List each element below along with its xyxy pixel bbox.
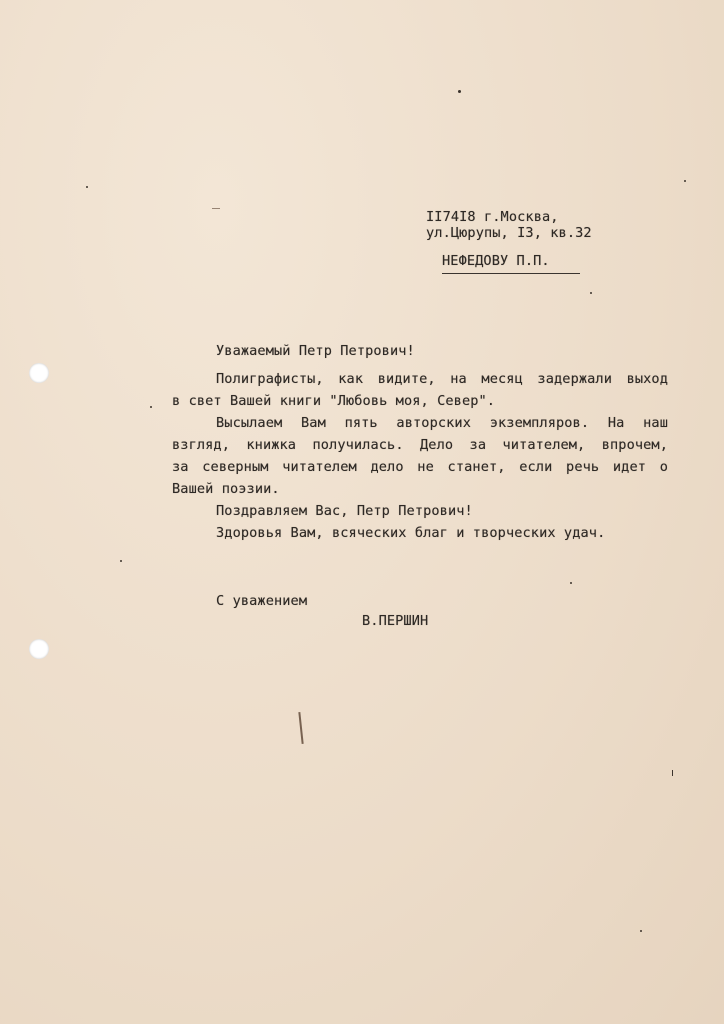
paper-speck: [640, 930, 642, 932]
paper-fiber-mark: [212, 208, 220, 209]
paragraph-2-line-2: взгляд, книжка получилась. Дело за читателем, впрочем,: [172, 437, 668, 453]
paragraph-1-line-2: в свет Вашей книги "Любовь моя, Север".: [172, 393, 496, 409]
paper-speck: [150, 406, 152, 408]
paper-speck: [684, 180, 686, 182]
paragraph-3: Поздравляем Вас, Петр Петрович!: [216, 503, 473, 519]
paper-speck: [458, 90, 461, 93]
address-line-2: ул.Цюрупы, I3, кв.32: [426, 225, 592, 241]
paper-fiber-mark: [298, 712, 303, 744]
paragraph-2-line-4: Вашей поэзии.: [172, 481, 280, 497]
paper-speck: [672, 770, 673, 776]
closing: С уважением: [216, 593, 308, 609]
salutation: Уважаемый Петр Петрович!: [216, 343, 415, 359]
paragraph-1-line-1: Полиграфисты, как видите, на месяц задержали выход: [216, 371, 668, 387]
punch-hole-bottom: [29, 639, 49, 659]
paper-speck: [120, 560, 122, 562]
punch-hole-top: [29, 363, 49, 383]
paragraph-2-line-1: Высылаем Вам пять авторских экземпляров. На наш: [216, 415, 668, 431]
paragraph-2-line-3: за северным читателем дело не станет, если речь идет о: [172, 459, 668, 475]
signature: В.ПЕРШИН: [362, 613, 429, 629]
paper-speck: [590, 292, 592, 294]
address-line-1: II74I8 г.Москва,: [426, 209, 559, 225]
recipient-name: НЕФЕДОВУ П.П.: [442, 250, 580, 274]
paper-speck: [570, 582, 572, 584]
paragraph-4: Здоровья Вам, всяческих благ и творческих удач.: [216, 525, 606, 541]
paper-speck: [86, 186, 88, 188]
